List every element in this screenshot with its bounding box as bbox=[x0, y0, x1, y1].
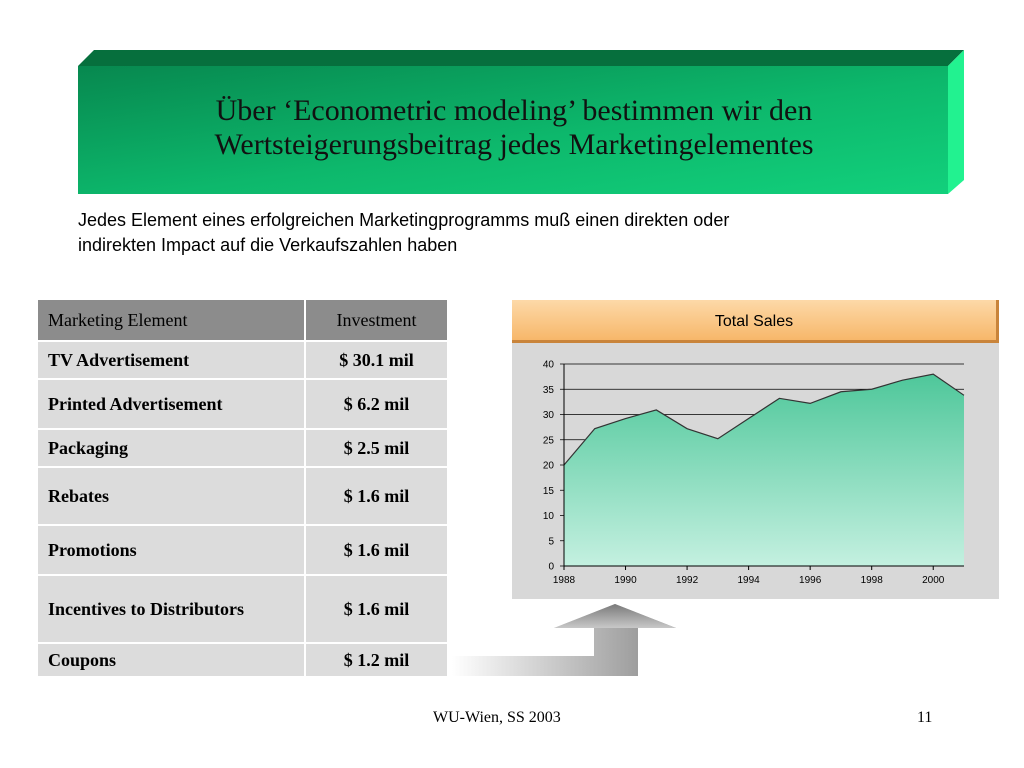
column-header-investment: Investment bbox=[305, 299, 448, 341]
x-tick-label: 1992 bbox=[675, 575, 699, 586]
y-tick-label: 10 bbox=[542, 511, 554, 522]
marketing-investment-table bbox=[36, 298, 449, 678]
x-tick-label: 1990 bbox=[614, 575, 637, 586]
investment-cell: $ 1.6 mil bbox=[305, 525, 448, 575]
investment-cell: $ 2.5 mil bbox=[305, 429, 448, 467]
table-header-row bbox=[37, 299, 448, 341]
y-tick-label: 5 bbox=[548, 536, 554, 548]
page-title-line-1: Über ‘Econometric modeling’ bestimmen wir den bbox=[215, 94, 813, 127]
marketing-element-cell: Incentives to Distributors bbox=[37, 575, 305, 643]
table-row bbox=[37, 525, 448, 575]
table-row bbox=[37, 467, 448, 525]
investment-cell: $ 1.6 mil bbox=[305, 467, 448, 525]
sales-area-fill bbox=[564, 374, 964, 566]
y-tick-label: 40 bbox=[542, 359, 554, 371]
marketing-element-cell: Coupons bbox=[37, 643, 305, 677]
table-row bbox=[37, 379, 448, 429]
x-tick-label: 1996 bbox=[799, 575, 822, 586]
investment-cell: $ 30.1 mil bbox=[305, 341, 448, 379]
marketing-element-cell: Packaging bbox=[37, 429, 305, 467]
total-sales-chart bbox=[512, 300, 999, 599]
page-title-line-2: Wertsteigerungsbeitrag jedes Marketingelementes bbox=[214, 128, 814, 161]
marketing-element-cell: Printed Advertisement bbox=[37, 379, 305, 429]
x-tick-label: 1998 bbox=[860, 575, 883, 586]
subtitle bbox=[78, 208, 958, 258]
table-row bbox=[37, 429, 448, 467]
subtitle-line-2: indirekten Impact auf die Verkaufszahlen haben bbox=[78, 235, 458, 255]
page-title bbox=[78, 94, 950, 162]
y-tick-label: 35 bbox=[542, 384, 554, 396]
marketing-element-cell: Rebates bbox=[37, 467, 305, 525]
investment-cell: $ 1.6 mil bbox=[305, 575, 448, 643]
marketing-element-cell: TV Advertisement bbox=[37, 341, 305, 379]
y-tick-label: 0 bbox=[548, 561, 554, 573]
table-row bbox=[37, 575, 448, 643]
x-tick-label: 2000 bbox=[922, 575, 945, 586]
y-tick-label: 15 bbox=[542, 485, 554, 497]
column-header-marketing-element: Marketing Element bbox=[37, 299, 305, 341]
y-tick-label: 30 bbox=[542, 410, 554, 421]
table-row bbox=[37, 643, 448, 677]
marketing-element-cell: Promotions bbox=[37, 525, 305, 575]
page-number: 11 bbox=[917, 709, 933, 726]
x-tick-label: 1994 bbox=[737, 575, 760, 586]
y-tick-label: 20 bbox=[542, 460, 554, 472]
y-tick-label: 25 bbox=[542, 435, 554, 447]
investment-cell: $ 1.2 mil bbox=[305, 643, 448, 677]
investment-cell: $ 6.2 mil bbox=[305, 379, 448, 429]
x-tick-label: 1988 bbox=[552, 575, 576, 586]
subtitle-line-1: Jedes Element eines erfolgreichen Marketingprogramms muß einen direkten oder bbox=[78, 210, 730, 230]
chart-plot bbox=[512, 300, 999, 599]
table-row bbox=[37, 341, 448, 379]
chart-title: Total Sales bbox=[714, 313, 794, 330]
footer-source: WU-Wien, SS 2003 bbox=[433, 709, 561, 726]
